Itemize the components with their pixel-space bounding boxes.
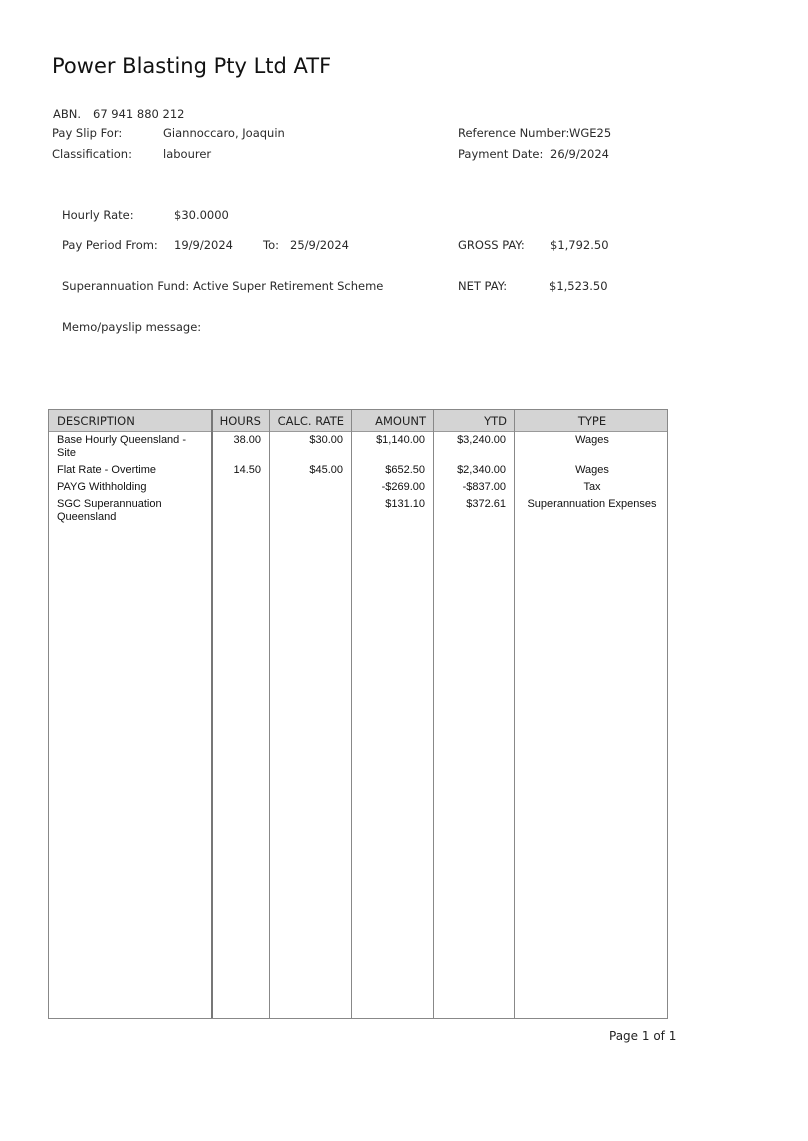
description-line-2: Site xyxy=(57,447,76,459)
table-row-1-description xyxy=(57,434,207,460)
column-divider xyxy=(351,410,352,1018)
payment-date-label: Payment Date: xyxy=(458,147,544,161)
description-line-1: Base Hourly Queensland - xyxy=(57,434,187,446)
header-type: TYPE xyxy=(577,414,607,428)
table-row-1-type: Wages xyxy=(575,434,609,446)
table-row-4-description xyxy=(57,498,207,524)
abn-value: 67 941 880 212 xyxy=(93,107,185,121)
super-fund-label: Superannuation Fund: xyxy=(62,279,190,293)
table-row-1-amount: $1,140.00 xyxy=(376,434,425,446)
page-number: Page 1 of 1 xyxy=(609,1029,677,1043)
table-row-2-description: Flat Rate - Overtime xyxy=(57,464,157,476)
gross-pay-label: GROSS PAY: xyxy=(458,238,525,252)
column-divider xyxy=(433,410,434,1018)
reference-value: WGE25 xyxy=(569,126,612,140)
to-value: 25/9/2024 xyxy=(290,238,349,252)
pay-period-from-label: Pay Period From: xyxy=(62,238,158,252)
super-fund-value: Active Super Retirement Scheme xyxy=(193,279,384,293)
net-pay-value: $1,523.50 xyxy=(549,279,608,293)
table-row-4-ytd: $372.61 xyxy=(466,498,506,510)
header-description: DESCRIPTION xyxy=(57,414,135,428)
header-amount: AMOUNT xyxy=(375,414,426,428)
column-divider xyxy=(269,410,270,1018)
pay-period-from-value: 19/9/2024 xyxy=(174,238,233,252)
table-row-3-amount: -$269.00 xyxy=(381,481,425,493)
table-row-2-type: Wages xyxy=(575,464,609,476)
payslip-for-value: Giannoccaro, Joaquin xyxy=(163,126,285,140)
table-row-2-amount: $652.50 xyxy=(385,464,425,476)
net-pay-label: NET PAY: xyxy=(458,279,508,293)
header-hours: HOURS xyxy=(219,414,261,428)
table-row-1-rate: $30.00 xyxy=(309,434,343,446)
table-row-3-type: Tax xyxy=(583,481,601,493)
company-name: Power Blasting Pty Ltd ATF xyxy=(52,54,332,78)
table-row-3-ytd: -$837.00 xyxy=(462,481,506,493)
table-row-2-rate: $45.00 xyxy=(309,464,343,476)
description-line-2: Queensland xyxy=(57,511,117,523)
reference-label: Reference Number: xyxy=(458,126,570,140)
table-row-3-description: PAYG Withholding xyxy=(57,481,147,493)
header-calc-rate: CALC. RATE xyxy=(277,414,344,428)
table-row-1-ytd: $3,240.00 xyxy=(457,434,506,446)
payslip-for-label: Pay Slip For: xyxy=(52,126,123,140)
header-ytd: YTD xyxy=(484,414,507,428)
classification-value: labourer xyxy=(163,147,212,161)
payment-date-value: 26/9/2024 xyxy=(550,147,609,161)
table-row-4-type: Superannuation Expenses xyxy=(527,498,657,510)
pay-items-table xyxy=(48,409,668,1019)
column-divider xyxy=(211,410,213,1018)
classification-label: Classification: xyxy=(52,147,132,161)
gross-pay-value: $1,792.50 xyxy=(550,238,609,252)
table-row-2-hours: 14.50 xyxy=(233,464,261,476)
table-row-2-ytd: $2,340.00 xyxy=(457,464,506,476)
memo-label: Memo/payslip message: xyxy=(62,320,202,334)
hourly-rate-label: Hourly Rate: xyxy=(62,208,134,222)
table-row-1-hours: 38.00 xyxy=(233,434,261,446)
to-label: To: xyxy=(263,238,279,252)
table-row-4-amount: $131.10 xyxy=(385,498,425,510)
abn-label: ABN. xyxy=(53,107,82,121)
hourly-rate-value: $30.0000 xyxy=(174,208,229,222)
description-line-1: SGC Superannuation xyxy=(57,498,162,510)
